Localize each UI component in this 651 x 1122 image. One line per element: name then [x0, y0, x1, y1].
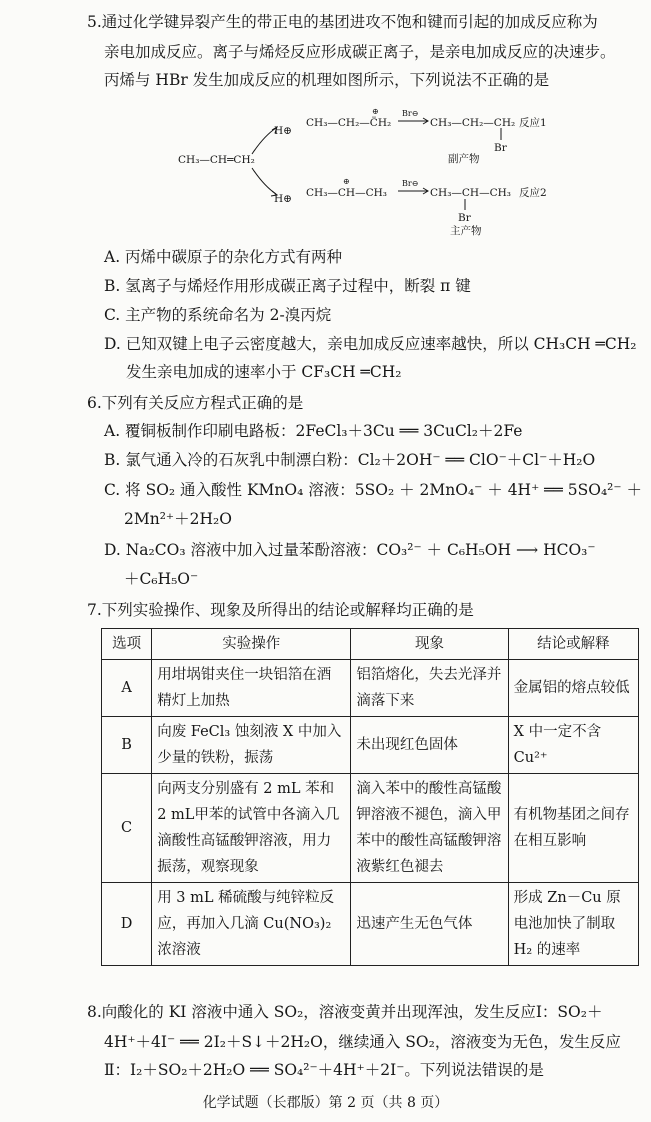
mech-label-2: 反应2 [519, 187, 547, 199]
mech-h-plus-1: H⊕ [274, 125, 292, 137]
q5-line-3: 丙烯与 HBr 发生加成反应的机理如图所示，下列说法不正确的是 [104, 71, 550, 89]
mech-h-plus-2: H⊕ [274, 193, 292, 205]
header-phenomenon: 现象 [351, 629, 508, 660]
q5-line-2: 亲电加成反应。离子与烯烃反应形成碳正离子，是亲电加成反应的决速步。 [104, 43, 616, 61]
curved-arrow-up [252, 128, 276, 154]
cell-conclusion: 金属铝的熔点较低 [508, 660, 638, 717]
q6-option-c: C. 将 SO₂ 通入酸性 KMnO₄ 溶液：5SO₂ ＋ 2MnO₄⁻ ＋ 4H⁺ ══ 5SO₄²⁻ ＋ [104, 481, 642, 499]
cell-operation: 向两支分别盛有 2 mL 苯和 2 mL甲苯的试管中各滴入几滴酸性高锰酸钾溶液，用力振荡，观察现象 [152, 774, 351, 883]
mech-plus-sign-2: ⊕ [343, 177, 350, 186]
q6-option-b: B. 氯气通入冷的石灰乳中制漂白粉：Cl₂＋2OH⁻ ══ ClO⁻＋Cl⁻＋H₂O [104, 451, 596, 469]
cell-operation: 用坩埚钳夹住一块铝箔在酒精灯上加热 [152, 660, 351, 717]
q6-title: 6.下列有关反应方程式正确的是 [87, 394, 304, 412]
q6-option-d-cont: ＋C₆H₅O⁻ [124, 570, 199, 588]
cell-option: C [102, 774, 152, 883]
table-row [102, 660, 639, 717]
mech-plus-sign-1: ⊕ [372, 107, 379, 116]
cell-phenomenon: 滴入苯中的酸性高锰酸钾溶液不褪色，滴入甲苯中的酸性高锰酸钾溶液紫红色褪去 [351, 774, 508, 883]
cell-phenomenon: 未出现红色固体 [351, 717, 508, 774]
mech-path2-cation: CH₃—CH—CH₃ [306, 187, 387, 199]
table-row [102, 883, 639, 966]
mech-br-2: Br [458, 212, 471, 224]
mech-label-1: 反应1 [519, 117, 547, 129]
mech-br-minus-1: Br⊖ [402, 109, 419, 118]
mech-reactant: CH₃—CH═CH₂ [178, 154, 255, 166]
mech-path1-product: CH₃—CH₂—CH₂ [430, 117, 516, 129]
cell-phenomenon: 铝箔熔化，失去光泽并滴落下来 [351, 660, 508, 717]
cell-option: A [102, 660, 152, 717]
table-header-row [102, 629, 639, 660]
cell-conclusion: 形成 Zn－Cu 原电池加快了制取 H₂ 的速率 [508, 883, 638, 966]
cell-conclusion: 有机物基团之间存在相互影响 [508, 774, 638, 883]
cell-option: B [102, 717, 152, 774]
q5-option-a: A. 丙烯中碳原子的杂化方式有两种 [104, 248, 343, 266]
mech-br-1: Br [494, 142, 507, 154]
q6-option-a: A. 覆铜板制作印刷电路板：2FeCl₃＋3Cu ══ 3CuCl₂＋2Fe [104, 422, 523, 440]
cell-operation: 用 3 mL 稀硫酸与纯锌粒反应，再加入几滴 Cu(NO₃)₂ 浓溶液 [152, 883, 351, 966]
q5-option-d: D. 已知双键上电子云密度越大，亲电加成反应速率越快，所以 CH₃CH ═CH₂ [104, 335, 637, 353]
mech-path1-cation: CH₃—CH₂—C̈H₂ [306, 117, 392, 129]
mech-path2-product: CH₃—CH—CH₃ [430, 187, 511, 199]
header-option: 选项 [102, 629, 152, 660]
q6-option-d: D. Na₂CO₃ 溶液中加入过量苯酚溶液：CO₃²⁻ ＋ C₆H₅OH ⟶ HCO₃⁻ [104, 541, 596, 559]
page-footer: 化学试题（长郡版）第 2 页（共 8 页） [202, 1095, 449, 1111]
reaction-mechanism-diagram [176, 106, 596, 244]
experiment-table [101, 628, 639, 966]
mech-br-minus-2: Br⊖ [402, 179, 419, 188]
curved-arrow-down [252, 168, 276, 194]
table-row [102, 717, 639, 774]
cell-option: D [102, 883, 152, 966]
q8-line-1: 8.向酸化的 KI 溶液中通入 SO₂，溶液变黄并出现浑浊，发生反应Ⅰ：SO₂＋ [87, 1003, 603, 1021]
q5-line-1: 5.通过化学键异裂产生的带正电的基团进攻不饱和键而引起的加成反应称为 [87, 13, 598, 31]
mech-byproduct: 副产物 [448, 153, 480, 165]
cell-operation: 向废 FeCl₃ 蚀刻液 X 中加入少量的铁粉，振荡 [152, 717, 351, 774]
q8-line-3: Ⅱ：I₂＋SO₂＋2H₂O ══ SO₄²⁻＋4H⁺＋2I⁻。下列说法错误的是 [104, 1061, 544, 1079]
table-row [102, 774, 639, 883]
q5-option-d-cont: 发生亲电加成的速率小于 CF₃CH ═CH₂ [126, 363, 402, 381]
cell-phenomenon: 迅速产生无色气体 [351, 883, 508, 966]
q7-title: 7.下列实验操作、现象及所得出的结论或解释均正确的是 [87, 601, 474, 619]
cell-conclusion: X 中一定不含 Cu²⁺ [508, 717, 638, 774]
q5-option-b: B. 氢离子与烯烃作用形成碳正离子过程中，断裂 π 键 [104, 277, 471, 295]
q6-option-c-cont: 2Mn²⁺＋2H₂O [124, 510, 232, 528]
q8-line-2: 4H⁺＋4I⁻ ══ 2I₂＋S↓＋2H₂O，继续通入 SO₂，溶液变为无色，发生反应 [104, 1033, 621, 1051]
header-conclusion: 结论或解释 [508, 629, 638, 660]
mech-main-product: 主产物 [450, 225, 482, 237]
q5-option-c: C. 主产物的系统命名为 2-溴丙烷 [104, 306, 332, 324]
header-operation: 实验操作 [152, 629, 351, 660]
